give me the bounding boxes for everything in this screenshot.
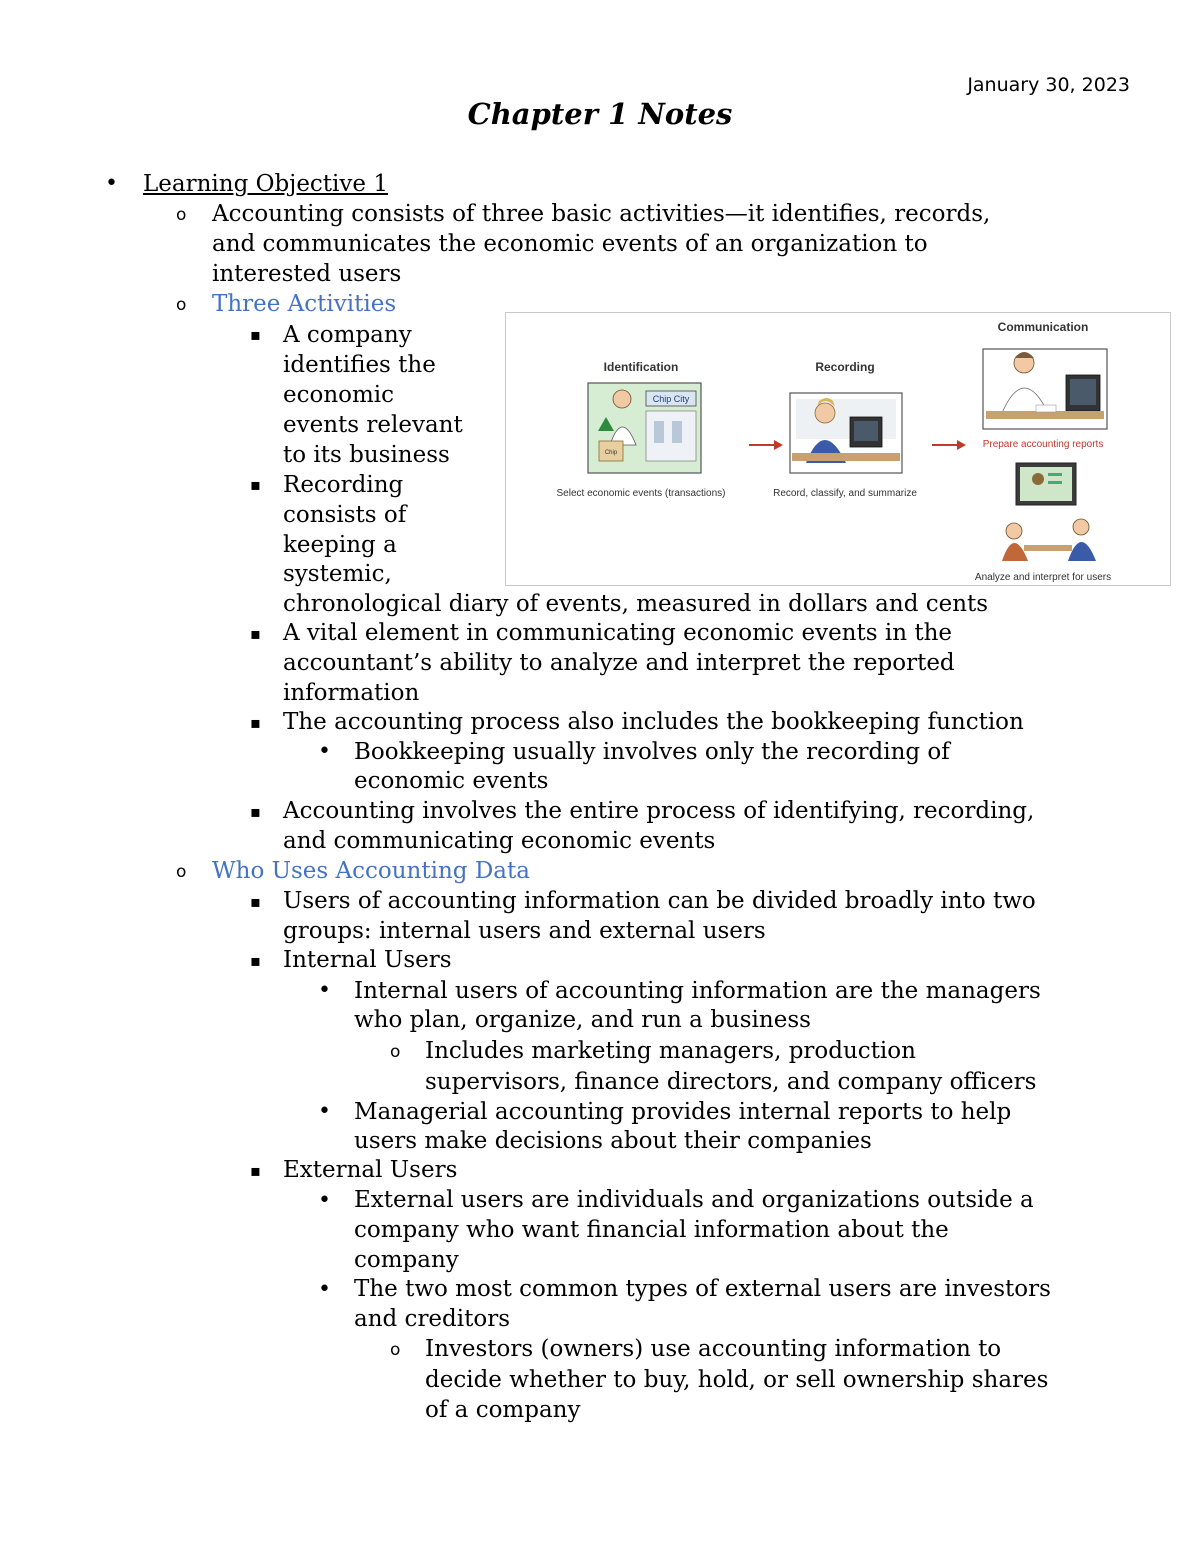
record-line: chronological diary of events, measured in dollars and cents [283,591,989,617]
bullet-disc: • [105,171,118,196]
prepare-caption: Prepare accounting reports [982,439,1104,450]
external-line: External users are individuals and organizations outside a [354,1187,1034,1213]
recording-illustration [790,393,902,473]
investors-line: Investors (owners) use accounting information to [425,1336,1002,1362]
bullet-disc: • [318,1188,331,1213]
bullet-disc: • [318,739,331,764]
lo1-intro-line: interested users [212,261,402,287]
arrow-right-icon [749,440,783,450]
identify-line: A company [283,322,412,348]
internal-users-heading: Internal Users [283,947,452,973]
vital-line: A vital element in communicating economic events in the [283,620,952,646]
identify-line: to its business [283,442,450,468]
external-users-heading: External Users [283,1157,458,1183]
bullet-square: ▪ [250,325,261,344]
bullet-circle: o [176,205,187,225]
page-title: Chapter 1 Notes [467,97,733,131]
internal-line: Internal users of accounting information are the managers [354,978,1041,1004]
bullet-square: ▪ [250,892,261,911]
record-caption: Record, classify, and summarize [773,488,917,499]
lo1-intro-line: Accounting consists of three basic activities—it identifies, records, [212,201,991,227]
bullet-square: ▪ [250,1161,261,1180]
three-activities-figure [505,312,1171,586]
process-line: The accounting process also includes the bookkeeping function [283,709,1024,735]
select-caption: Select economic events (transactions) [556,488,726,499]
communication-label: Communication [997,320,1089,334]
common-line: The two most common types of external users are investors [354,1276,1051,1302]
vital-line: accountant’s ability to analyze and interpret the reported [283,650,955,676]
chip-city-sign: Chip City [652,394,690,404]
investors-line: decide whether to buy, hold, or sell ownership shares [425,1367,1049,1393]
external-line: company [354,1247,459,1273]
groups-line: Users of accounting information can be divided broadly into two [283,888,1036,914]
entire-line: Accounting involves the entire process of identifying, recording, [283,798,1035,824]
arrow-right-icon [932,440,966,450]
document-date: January 30, 2023 [967,74,1130,96]
bookkeeping-line: economic events [354,768,549,794]
recording-label: Recording [815,360,875,374]
groups-line: groups: internal users and external users [283,918,766,944]
investors-line: of a company [425,1397,581,1423]
heading-learning-objective: Learning Objective 1 [143,171,388,197]
analyze-caption: Analyze and interpret for users [974,572,1112,583]
entire-line: and communicating economic events [283,828,716,854]
identification-illustration [588,383,701,473]
bullet-disc: • [318,1099,331,1124]
bullet-square: ▪ [250,802,261,821]
heading-three-activities: Three Activities [212,291,397,317]
managerial-line: Managerial accounting provides internal reports to help [354,1099,1012,1125]
identify-line: identifies the [283,352,436,378]
heading-who-uses: Who Uses Accounting Data [212,858,530,884]
box-label: Chip [604,450,618,456]
common-line: and creditors [354,1306,511,1332]
bullet-circle: o [390,1340,401,1360]
prepare-reports-illustration [983,349,1107,429]
bullet-square: ▪ [250,713,261,732]
internal-line: who plan, organize, and run a business [354,1007,811,1033]
bookkeeping-line: Bookkeeping usually involves only the recording of [354,739,950,765]
record-line: consists of [283,502,407,528]
record-line: systemic, [283,561,392,587]
identification-label: Identification [603,360,679,374]
managerial-line: users make decisions about their companies [354,1128,872,1154]
identify-line: economic [283,382,395,408]
includes-line: Includes marketing managers, production [425,1038,916,1064]
bullet-circle: o [176,862,187,882]
record-line: Recording [283,472,404,498]
bullet-disc: • [318,978,331,1003]
bullet-circle: o [176,295,187,315]
vital-line: information [283,680,420,706]
bullet-disc: • [318,1277,331,1302]
bullet-square: ▪ [250,951,261,970]
includes-line: supervisors, finance directors, and company officers [425,1069,1037,1095]
bullet-square: ▪ [250,475,261,494]
bullet-square: ▪ [250,624,261,643]
analyze-interpret-illustration [1002,463,1096,561]
bullet-circle: o [390,1042,401,1062]
identify-line: events relevant [283,412,463,438]
external-line: company who want financial information about the [354,1217,949,1243]
record-line: keeping a [283,532,397,558]
lo1-intro-line: and communicates the economic events of an organization to [212,231,928,257]
